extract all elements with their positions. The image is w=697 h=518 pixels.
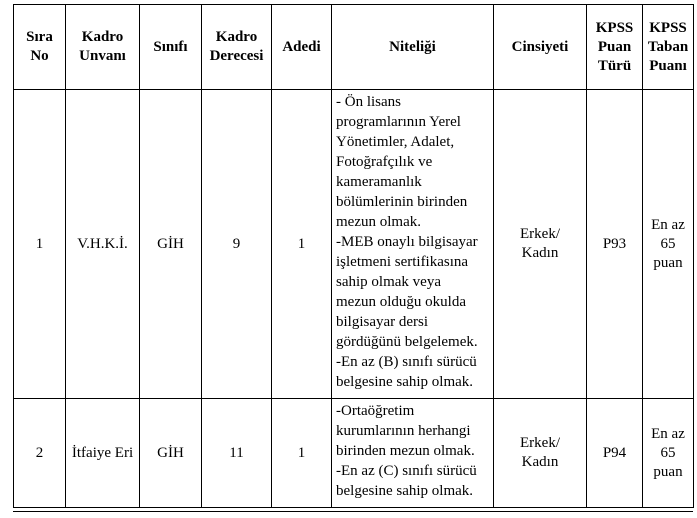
- cell-kpss-taban-puani: En az 65 puan: [643, 399, 694, 508]
- nitelik-line: -En az (B) sınıfı sürücü: [336, 354, 477, 370]
- header-kpss-puan-turu: KPSS Puan Türü: [587, 5, 643, 90]
- cell-kpss-puan-turu: P93: [587, 90, 643, 399]
- header-row: [14, 5, 694, 90]
- table-row: [14, 399, 694, 508]
- header-kadro-derecesi: Kadro Derecesi: [202, 5, 272, 90]
- cell-niteligi: [332, 90, 494, 399]
- kadro-table: [13, 4, 694, 508]
- nitelik-line: Yönetimler, Adalet,: [336, 134, 455, 150]
- nitelik-line: sahip olmak veya: [336, 274, 441, 290]
- cell-kpss-puan-turu: P94: [587, 399, 643, 508]
- cell-kadro-unvani: V.H.K.İ.: [66, 90, 140, 399]
- nitelik-line: kurumlarının herhangi: [336, 423, 471, 439]
- table-row: [14, 90, 694, 399]
- nitelik-line: bilgisayar dersi: [336, 314, 429, 330]
- cell-sinifi: GİH: [140, 399, 202, 508]
- cell-cinsiyeti: Erkek/ Kadın: [494, 399, 587, 508]
- header-niteligi: Niteliği: [332, 5, 494, 90]
- header-kadro-unvani: Kadro Unvanı: [66, 5, 140, 90]
- nitelik-line: Fotoğrafçılık ve: [336, 154, 433, 170]
- nitelik-line: programlarının Yerel: [336, 114, 461, 130]
- nitelik-line: - Ön lisans: [336, 94, 401, 110]
- header-sira-no: Sıra No: [14, 5, 66, 90]
- header-adedi: Adedi: [272, 5, 332, 90]
- cell-cinsiyeti: Erkek/ Kadın: [494, 90, 587, 399]
- nitelik-line: -MEB onaylı bilgisayar: [336, 234, 478, 250]
- cell-sinifi: GİH: [140, 90, 202, 399]
- cell-adedi: 1: [272, 90, 332, 399]
- cell-adedi: 1: [272, 399, 332, 508]
- cell-sira-no: 2: [14, 399, 66, 508]
- header-cinsiyeti: Cinsiyeti: [494, 5, 587, 90]
- nitelik-line: kameramanlık: [336, 174, 422, 190]
- nitelik-line: gördüğünü belgelemek.: [336, 334, 478, 350]
- nitelik-line: -En az (C) sınıfı sürücü: [336, 463, 477, 479]
- header-sinifi: Sınıfı: [140, 5, 202, 90]
- nitelik-line: belgesine sahip olmak.: [336, 374, 474, 390]
- cell-kadro-derecesi: 9: [202, 90, 272, 399]
- nitelik-line: mezun olduğu okulda: [336, 294, 466, 310]
- cell-kpss-taban-puani: En az 65 puan: [643, 90, 694, 399]
- cell-sira-no: 1: [14, 90, 66, 399]
- header-kpss-taban-puani: KPSS Taban Puanı: [643, 5, 694, 90]
- cell-kadro-derecesi: 11: [202, 399, 272, 508]
- cell-niteligi: [332, 399, 494, 508]
- cell-kadro-unvani: İtfaiye Eri: [66, 399, 140, 508]
- nitelik-line: işletmeni sertifikasına: [336, 254, 469, 270]
- nitelik-line: -Ortaöğretim: [336, 403, 415, 419]
- nitelik-line: belgesine sahip olmak.: [336, 483, 474, 499]
- nitelik-line: birinden mezun olmak.: [336, 443, 475, 459]
- nitelik-line: mezun olmak.: [336, 214, 421, 230]
- nitelik-line: bölümlerinin birinden: [336, 194, 468, 210]
